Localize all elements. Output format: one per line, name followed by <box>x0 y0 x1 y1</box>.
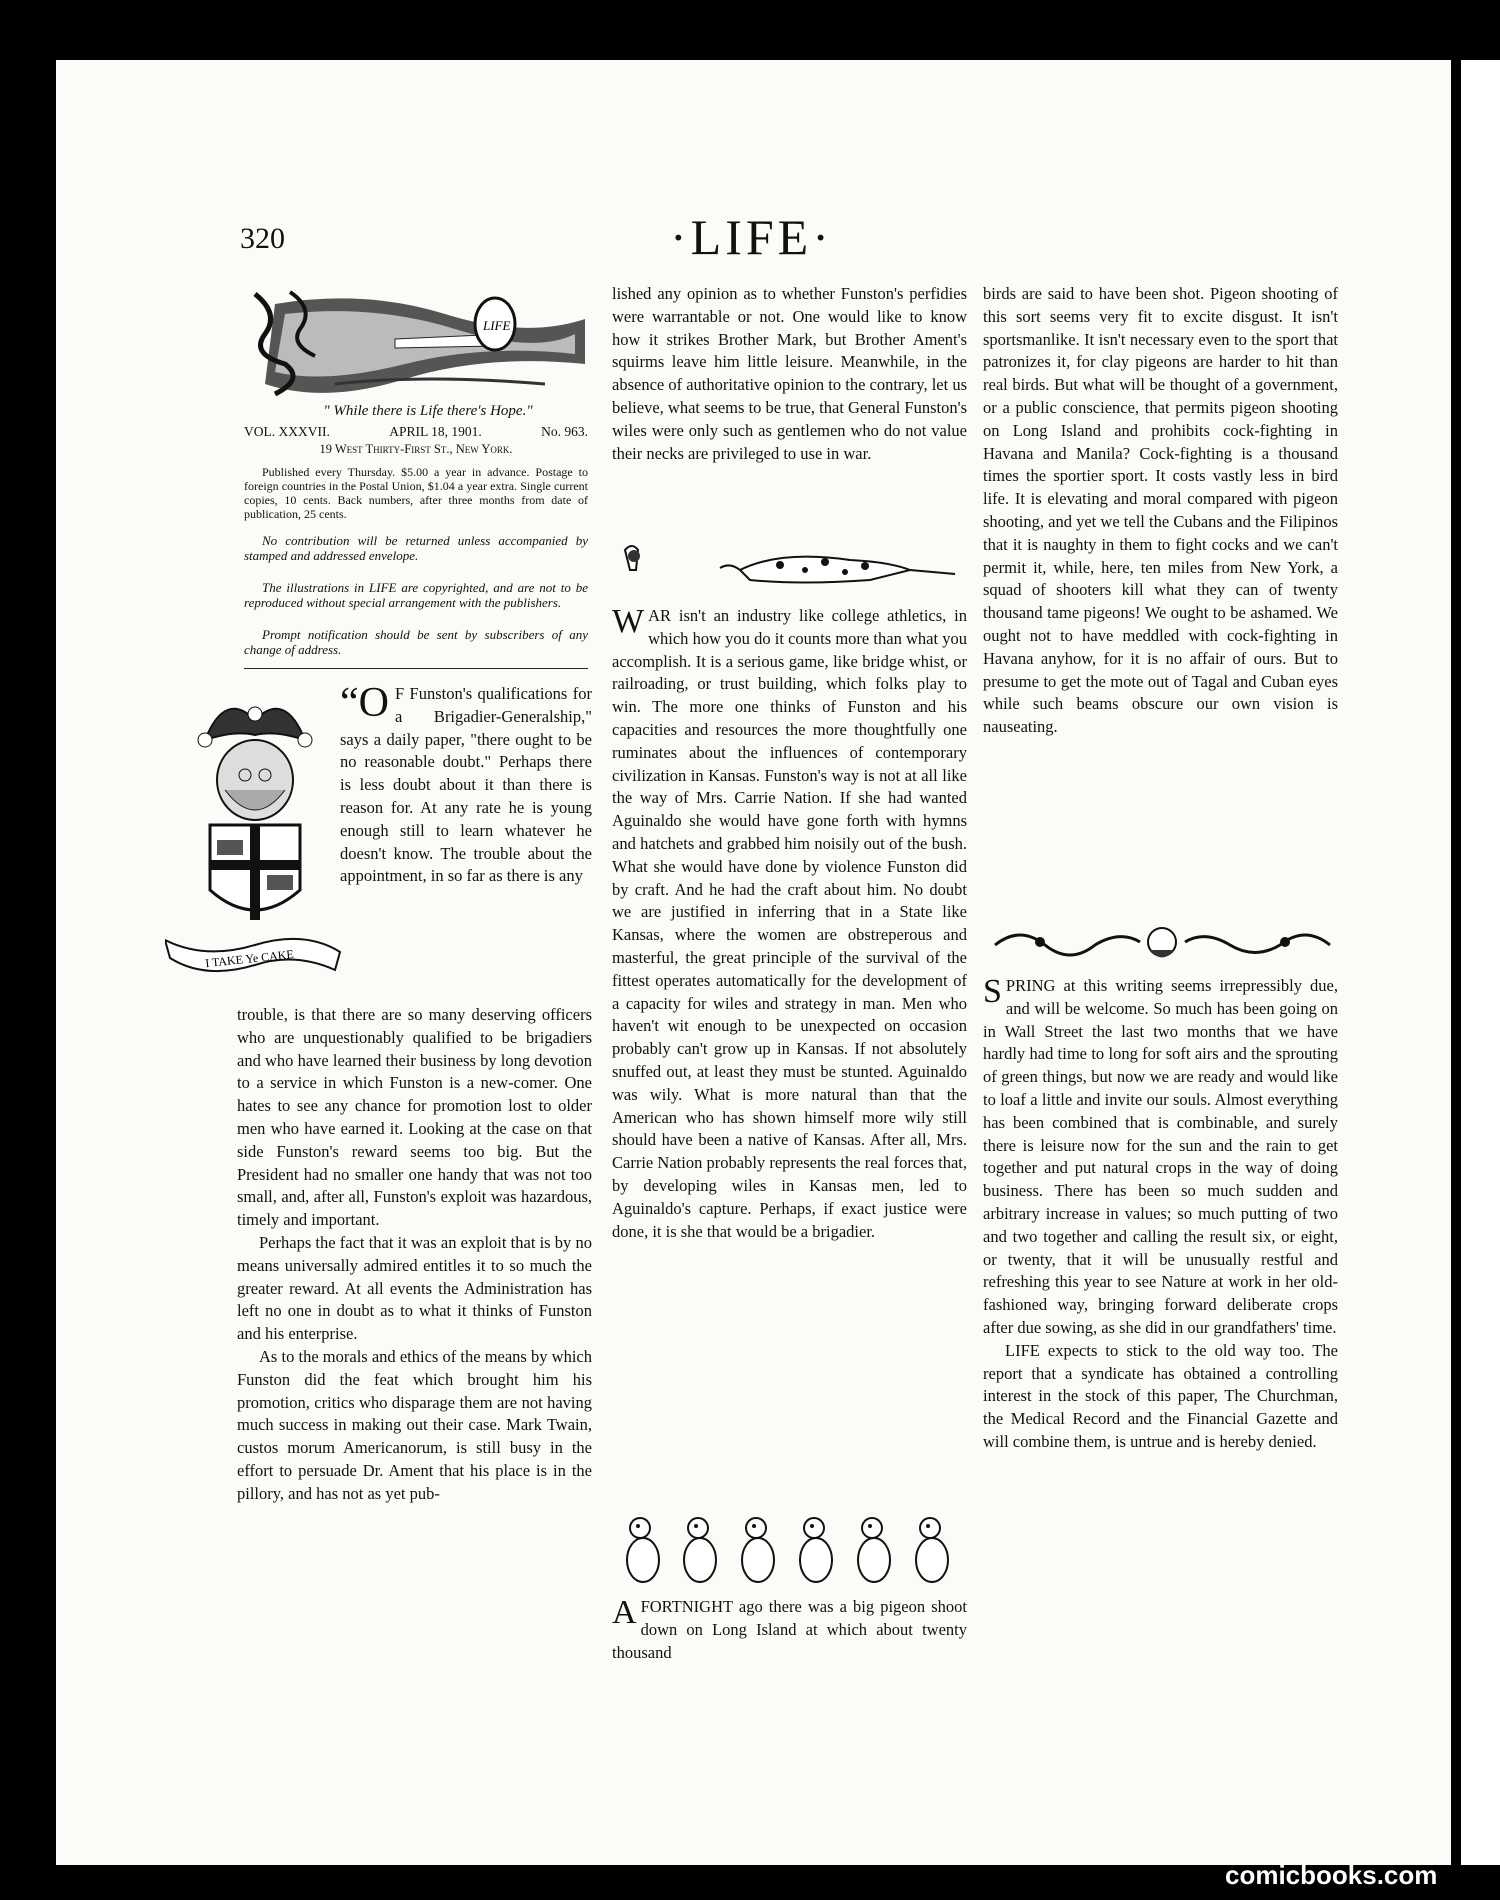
jester-banner-text: I TAKE Ye CAKE <box>204 946 295 971</box>
fortnight-article-start <box>612 1596 967 1664</box>
publisher-address: 19 West Thirty-First St., New York. <box>319 442 513 456</box>
funston-wrap-text: F Funston's qualifications for a Brigadier-Generalship," says a daily paper, "there ought to be no reasonable doubt." Perhaps there is less doubt about it than there is reason for. At any rate he is young enough still to learn whatever he doesn't know. The trouble about the appointment, in so far as there is any <box>340 684 592 886</box>
funston-article-end: lished any opinion as to whether Funston's perfidies were warrantable or not. One would like to know how it strikes Brother Mark, but Brother Ament's squirms leave him little leisure. Meanwhile, in the absence of authoritative opinion to the contrary, let us believe, what seems to be true, that General Funston's wiles were only such as gentlemen who do not value their necks are privileged to use in war. <box>612 284 967 463</box>
decorative-ornament <box>990 920 1335 965</box>
illustrations-notice: The illustrations in LIFE are copyrighted, and are not to be reproduced without special arrangement with the publishers. <box>244 580 588 610</box>
issue-date: APRIL 18, 1901. <box>389 424 482 439</box>
fortnight-dropcap: A <box>612 1594 637 1631</box>
page-number: 320 <box>240 222 285 255</box>
masthead-title: ·LIFE· <box>670 209 833 265</box>
next-page-edge <box>1455 60 1500 1865</box>
svg-text:LIFE: LIFE <box>483 318 511 333</box>
address-change-notice: Prompt notification should be sent by subscribers of any change of address. <box>244 627 588 657</box>
spring-article <box>983 975 1338 1454</box>
life-denial-paragraph: LIFE expects to stick to the old way too. The report that a syndicate has obtained a controlling interest in the stock of this paper, The Churchman, the Medical Record and the Financial Gazette and will combine them, is untrue and is hereby denied. <box>983 1340 1338 1451</box>
banner-motto: " While there is Life there's Hope." <box>323 403 533 419</box>
funston-paragraph-3: As to the morals and ethics of the means by which Funston did the feat which brought him his promotion, critics who disparage them are not having much success in making out their case. Mark Twain, custos morum Americanorum, is still busy in the effort to persuade Dr. Ament that his place is in the pillory, and has not as yet pub- <box>237 1346 592 1503</box>
life-banner-illustration <box>245 284 589 402</box>
jester-crest-illustration <box>165 690 345 990</box>
spring-paragraph <box>983 975 1338 1340</box>
contribution-notice: No contribution will be returned unless accompanied by stamped and addressed envelope. <box>244 533 588 563</box>
masthead-rule <box>244 668 588 669</box>
funston-article-continued <box>237 1004 592 1506</box>
funston-opening <box>340 680 592 888</box>
birds-illustration <box>618 1510 963 1590</box>
publication-notice: Published every Thursday. $5.00 a year in advance. Postage to foreign countries in the Postal Union, $1.04 a year extra. Single current copies, 10 cents. Back numbers, after three months from date of publication, 25 cents. <box>244 465 588 521</box>
war-article <box>612 605 967 1243</box>
funston-dropcap: “O <box>340 680 389 726</box>
spring-dropcap: S <box>983 973 1002 1010</box>
volume-label: VOL. XXXVII. <box>244 424 330 439</box>
funston-paragraph-2: Perhaps the fact that it was an exploit that is by no means universally admired entitles it to so much the greater reward. At all events the Administration has left no one in doubt as to what it thinks of Funston and his enterprise. <box>237 1232 592 1344</box>
spring-text: PRING at this writing seems irrepressibly due, and will be welcome. So much has been going on in Wall Street the last two months that we have hardly had time to long for soft airs and the sprouting of green things, but now we are ready and would like to loaf a little and invite our souls. Almost everything has been combined that is combinable, and surely there is leisure now for the sun and the rain to get together and put natural crops in the way of doing business. There has been so much sudden and arbitrary increase in values; so much putting of two and two together and calling the result six, or eight, or twenty, that it will be unusually restful and refreshing this year to see Nature at work in her old-fashioned way, bringing forward deliberate crops after due sowing, as she did in our grandfathers' time. <box>983 976 1338 1337</box>
issue-number: No. 963. <box>541 424 588 439</box>
issue-line <box>244 424 588 440</box>
war-text: AR isn't an industry like college athletics, in which how you do it counts more than what you accomplish. It is a serious game, like bridge whist, or railroading, or trust building, which folks play to win. The more one thinks of Funston and his capacities and resources the more thoughtfully one ruminates about the influences of contemporary civilization in Kansas. Funston's way is not at all like the way of Mrs. Carrie Nation. If she had wanted Aguinaldo she would have gone forth with hymns and hatchets and grabbed him noisily out of the bush. What she would have done by violence Funston did by craft. And he had the craft about him. No doubt we are justified in inferring that in a State like Kansas, where the women are obstreperous and masterful, the great principle of the survival of the fittest operates automatically for the development of a capacity for wiles and strategy in man. Men who haven't wit enough to be unexpected on occasion probably can't grow up in Kansas. If not absolutely snuffed out, at least they must be stunted. Aguinaldo was wily. What is more natural than that the American who has shown himself more wily still should have been a native of Kansas. After all, Mrs. Carrie Nation probably represents the real forces that, by developing wiles in Kansas men, led to Aguinaldo's capture. Perhaps, if exact justice were done, it is she that would be a brigadier. <box>612 606 967 1241</box>
dog-illustration <box>620 540 968 590</box>
funston-paragraph-1: trouble, is that there are so many deserving officers who are unquestionably qualified to be brigadiers and who have learned their business by long devotion to a service in which Funston is a new-comer. One hates to see any chance for promotion lost to older men who have earned it. Looking at the case on that side Funston's reward seems too big. But the President had no smaller one handy that was not too small, and, after all, Funston's exploit was hazardous, timely and important. <box>237 1005 592 1230</box>
war-dropcap: W <box>612 603 645 640</box>
site-watermark: comicbooks.com <box>1225 1860 1438 1890</box>
pigeon-shooting-article: birds are said to have been shot. Pigeon shooting of this sort seems very fit to excite disgust. It isn't sportsmanlike. It isn't necessary even to the sport that patronizes it, for clay pigeons are harder to hit than real birds. But what will be thought of a government, or a public conscience, that permits pigeon shooting on Long Island and prohibits cock-fighting in Havana and Manila? Cock-fighting is a thousand times the sportier sport. It costs vastly less in bird life. It is elevating and moral compared with pigeon shooting, and yet we tell the Cubans and the Filipinos that it is naughty in them to fight cocks and we can't permit it, while, here, ten miles from New York, a squad of shooters kill what they can of twenty thousand tame pigeons! We ought to be ashamed. We ought not to have meddled with cock-fighting in Havana anyhow, for it is no affair of ours. But to presume to get the mote out of Tagal and Cuban eyes while such beams obscure our own vision is nauseating. <box>983 284 1338 737</box>
fortnight-text: FORTNIGHT ago there was a big pigeon shoot down on Long Island at which about twenty thousand <box>612 1597 967 1662</box>
